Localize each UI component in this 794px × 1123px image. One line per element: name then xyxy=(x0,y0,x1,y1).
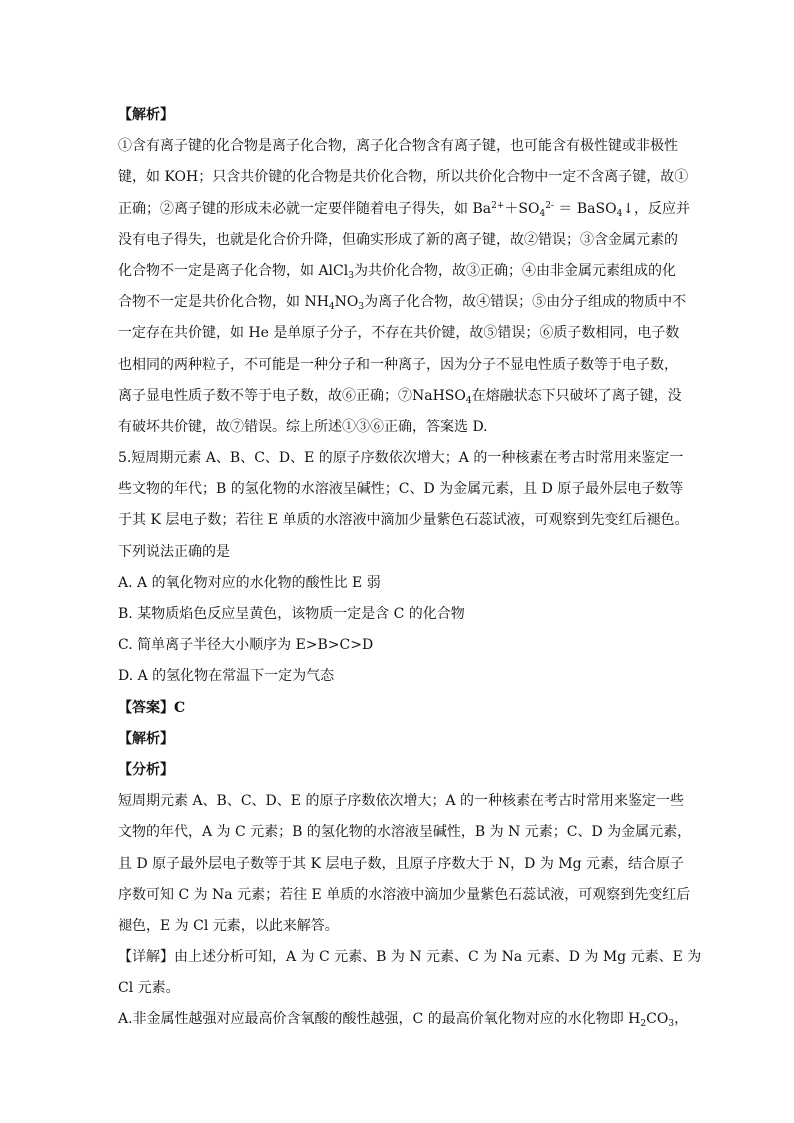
text-line xyxy=(118,786,685,817)
subscript: 2 xyxy=(640,1019,647,1030)
text-run: ＋SO xyxy=(504,200,540,217)
text-run: Cl 元素。 xyxy=(118,980,180,997)
text-run: 5.短周期元素 A、B、C、D、E 的原子序数依次增大；A 的一种核素在考古时常用来鉴定一 xyxy=(118,450,684,467)
text-line xyxy=(118,630,678,661)
text-line xyxy=(118,225,678,256)
text-run: 短周期元素 A、B、C、D、E 的原子序数依次增大；A 的一种核素在考古时常用来鉴定一些 xyxy=(118,793,685,810)
text-run: 合物不一定是共价化合物，如 NH xyxy=(118,294,329,311)
text-run: 【详解】由上述分析可知，A 为 C 元素、B 为 N 元素、C 为 Na 元素、D 为 Mg 元素、E 为 xyxy=(118,949,702,966)
text-run: 些文物的年代；B 的氢化物的水溶液呈碱性；C、D 为金属元素，且 D 原子最外层电子数等 xyxy=(118,481,684,498)
section-heading xyxy=(118,693,678,724)
text-run: 也相同的两种粒子，不可能是一种分子和一种离子，因为分子不显电性质子数等于电子数， xyxy=(118,356,678,373)
text-run: 序数可知 C 为 Na 元素；若往 E 单质的水溶液中滴加少量紫色石蕊试液，可观察到先变红后 xyxy=(118,886,691,903)
text-line xyxy=(118,318,678,349)
text-run: 在熔融状态下只破坏了离子键，没 xyxy=(471,387,682,404)
text-run: A.非金属性越强对应最高价含氧酸的酸性越强，C 的最高价氧化物对应的水化物即 H xyxy=(118,1011,641,1028)
text-line xyxy=(118,162,689,193)
text-run: 没有电子得失，也就是化合价升降，但确实形成了新的离子键，故②错误；③含金属元素的 xyxy=(118,231,678,248)
text-line xyxy=(118,911,678,942)
text-line xyxy=(118,350,678,381)
text-line xyxy=(118,942,702,973)
section-heading xyxy=(118,100,678,131)
text-run: 键，如 KOH；只含共价键的化合物是共价化合物，所以共价化合物中一定不含离子键，故① xyxy=(118,169,689,186)
text-line xyxy=(118,1004,689,1035)
text-run: C. 简单离子半径大小顺序为 E>B>C>D xyxy=(118,637,374,654)
text-run: ①含有离子键的化合物是离子化合物，离子化合物含有离子键，也可能含有极性键或非极性 xyxy=(118,138,678,155)
text-line xyxy=(118,505,689,536)
text-run: 为离子化合物，故④错误；⑤由分子组成的物质中不 xyxy=(364,294,687,311)
text-line xyxy=(118,599,678,630)
text-line xyxy=(118,817,692,848)
text-run: 【解析】 xyxy=(118,730,174,747)
text-run: 文物的年代，A 为 C 元素；B 的氢化物的水溶液呈碱性，B 为 N 元素；C、D 为金属元素， xyxy=(118,824,692,841)
text-line xyxy=(118,256,678,287)
text-line xyxy=(118,973,678,1004)
text-run: CO xyxy=(646,1011,669,1028)
text-line xyxy=(118,568,678,599)
text-run: NO xyxy=(334,294,359,311)
text-run: D. A 的氢化物在常温下一定为气态 xyxy=(118,668,335,685)
text-run: 且 D 原子最外层电子数等于其 K 层电子数，且原子序数大于 N，D 为 Mg 元素，结合原子 xyxy=(118,855,685,872)
text-run: 于其 K 层电子数；若往 E 单质的水溶液中滴加少量紫色石蕊试液，可观察到先变红后褪色。 xyxy=(118,512,689,529)
text-line xyxy=(118,880,691,911)
text-run: 【答案】C xyxy=(118,699,186,716)
text-line xyxy=(118,194,691,225)
text-run: 正确；②离子键的形成未必就一定要伴随着电子得失，如 Ba xyxy=(118,200,492,217)
text-run: B. 某物质焰色反应呈黄色，该物质一定是含 C 的化合物 xyxy=(118,606,465,622)
subscript: 3 xyxy=(348,270,354,281)
text-run: 【分析】 xyxy=(118,761,174,778)
text-run: 褪色，E 为 Cl 元素，以此来解答。 xyxy=(118,917,339,934)
text-line xyxy=(118,131,678,162)
text-run: 下列说法正确的是 xyxy=(118,543,230,560)
text-run: 离子显电性质子数不等于电子数，故⑥正确；⑦NaHSO xyxy=(118,387,466,404)
text-run: 化合物不一定是离子化合物，如 AlCl xyxy=(118,262,349,279)
text-run: ， xyxy=(674,1011,689,1028)
section-heading xyxy=(118,755,678,786)
subscript: 3 xyxy=(668,1019,675,1030)
text-run: ↓，反应并 xyxy=(622,200,691,217)
document-body xyxy=(118,100,702,1036)
subscript: 4 xyxy=(328,302,335,313)
text-line xyxy=(118,287,687,318)
subscript: 4 xyxy=(465,395,472,406)
text-run: A. A 的氧化物对应的水化物的酸性比 E 弱 xyxy=(118,574,381,591)
text-line xyxy=(118,412,678,443)
text-line xyxy=(118,849,685,880)
text-run: 一定存在共价键，如 He 是单原子分子，不存在共价键，故⑤错误；⑥质子数相同，电子数 xyxy=(118,325,680,342)
text-line xyxy=(118,443,684,474)
superscript: 2- xyxy=(545,200,554,211)
text-run: 为共价化合物，故③正确；④由非金属元素组成的化 xyxy=(353,262,676,279)
text-run: 【解析】 xyxy=(118,107,174,123)
subscript: 4 xyxy=(539,208,546,219)
text-line xyxy=(118,661,678,692)
superscript: 2+ xyxy=(491,200,505,211)
subscript: 4 xyxy=(616,208,623,219)
section-heading xyxy=(118,724,678,755)
text-line xyxy=(118,537,678,568)
text-run: 有破坏共价键，故⑦错误。综上所述①③⑥正确，答案选 D. xyxy=(118,418,488,435)
text-line xyxy=(118,474,684,505)
subscript: 3 xyxy=(358,302,365,313)
text-line xyxy=(118,381,682,412)
text-run: ＝ BaSO xyxy=(553,200,617,217)
